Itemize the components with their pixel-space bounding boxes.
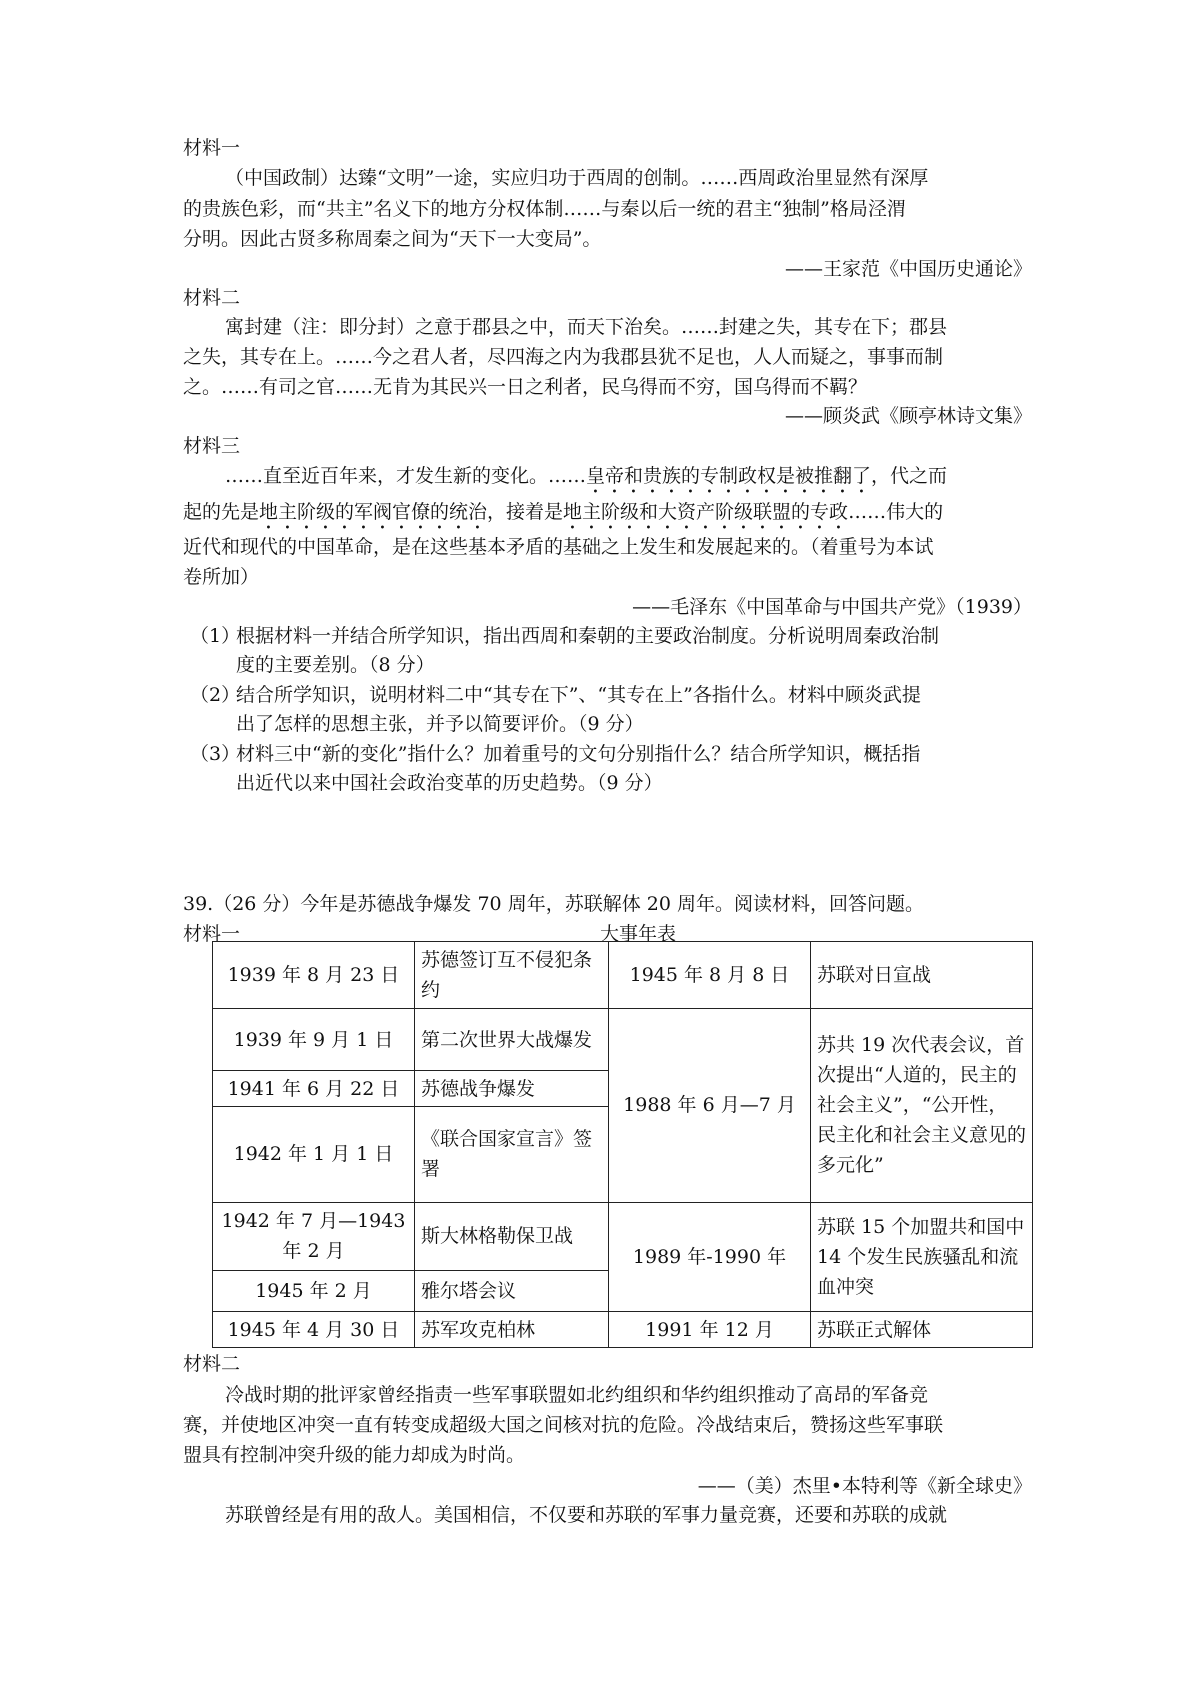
event-cell: 苏共 19 次代表会议，首次提出“人道的，民主的社会主义”，“公开性，民主化和社会主义意见的多元化” [811, 1009, 1033, 1202]
event-cell: 苏军攻克柏林 [415, 1312, 609, 1348]
material-3-text: ，代之而 [871, 465, 948, 487]
material-3-text: ……伟大的 [848, 501, 944, 523]
date-cell: 1991 年 12 月 [609, 1312, 811, 1348]
question-number: （3） [190, 743, 241, 765]
table-row [213, 1202, 1033, 1270]
table-row [213, 942, 1033, 1009]
material-2-label: 材料二 [183, 287, 241, 309]
event-cell: 苏联对日宣战 [811, 942, 1033, 1009]
event-cell: 雅尔塔会议 [415, 1270, 609, 1311]
date-cell: 1989 年-1990 年 [609, 1202, 811, 1312]
question-text: 出近代以来中国社会政治变革的历史趋势。（9 分） [236, 772, 663, 794]
material-3-text: ……直至近百年来，才发生新的变化。…… [225, 465, 587, 487]
material-3-label: 材料三 [183, 435, 241, 457]
material-1-line: （中国政制）达臻“文明”一途，实应归功于西周的创制。……西周政治里显然有深厚 [225, 167, 929, 189]
material-2-line: 之失，其专在上。……今之君人者，尽四海之内为我郡县犹不足也，人人而疑之，事事而制 [183, 346, 944, 368]
event-cell: 苏联正式解体 [811, 1312, 1033, 1348]
material-1-line: 分明。因此古贤多称周秦之间为“天下一大变局”。 [183, 228, 602, 250]
table-row [213, 1312, 1033, 1348]
date-cell: 1988 年 6 月—7 月 [609, 1009, 811, 1202]
material-2-line: 赛，并使地区冲突一直有转变成超级大国之间核对抗的危险。冷战结束后，赞扬这些军事联 [183, 1414, 944, 1436]
question-number: （2） [190, 684, 241, 706]
material-1-label: 材料一 [183, 137, 241, 159]
material-3-line [183, 498, 1033, 534]
question-text: 结合所学知识，说明材料二中“其专在下”、“其专在上”各指什么。材料中顾炎武提 [236, 684, 921, 706]
material-2-label: 材料二 [183, 1353, 241, 1375]
material-3-text: 起的先是 [183, 501, 260, 523]
event-cell: 第二次世界大战爆发 [415, 1009, 609, 1071]
material-1-source: ——王家范《中国历史通论》 [784, 258, 1032, 280]
material-2-line: 苏联曾经是有用的敌人。美国相信，不仅要和苏联的军事力量竞赛，还要和苏联的成就 [225, 1504, 948, 1526]
event-cell: 《联合国家宣言》签署 [415, 1106, 609, 1202]
question-number: （1） [190, 625, 241, 647]
material-2-line: 之。……有司之官……无肯为其民兴一日之利者，民乌得而不穷，国乌得而不羁？ [183, 376, 868, 398]
material-3-text: ，接着是 [487, 501, 564, 523]
date-cell: 1945 年 4 月 30 日 [213, 1312, 415, 1348]
emphasized-text: 皇帝和贵族的专制政权是被推翻了 [586, 465, 872, 487]
material-2-line: 冷战时期的批评家曾经指责一些军事联盟如北约组织和华约组织推动了高昂的军备竞 [225, 1384, 929, 1406]
material-2-source: ——顾炎武《顾亭林诗文集》 [784, 405, 1032, 427]
emphasized-text: 地主阶级的军阀官僚的统治 [259, 501, 488, 523]
event-cell: 苏联 15 个加盟共和国中 14 个发生民族骚乱和流血冲突 [811, 1202, 1033, 1312]
material-3-line: 卷所加） [183, 566, 260, 588]
date-cell: 1939 年 9 月 1 日 [213, 1009, 415, 1071]
material-3-line: 近代和现代的中国革命，是在这些基本矛盾的基础之上发生和发展起来的。（着重号为本试 [183, 536, 934, 558]
material-3-source: ——毛泽东《中国革命与中国共产党》（1939） [632, 596, 1032, 618]
date-cell: 1942 年 1 月 1 日 [213, 1106, 415, 1202]
material-3-line [225, 462, 947, 498]
table-title: 大事年表 [600, 923, 677, 945]
date-cell: 1945 年 2 月 [213, 1270, 415, 1311]
date-cell: 1941 年 6 月 22 日 [213, 1071, 415, 1107]
question-text: 材料三中“新的变化”指什么？加着重号的文句分别指什么？结合所学知识，概括指 [236, 743, 921, 765]
question-text: 根据材料一并结合所学知识，指出西周和秦朝的主要政治制度。分析说明周秦政治制 [236, 625, 940, 647]
table-row [213, 1009, 1033, 1071]
date-cell: 1939 年 8 月 23 日 [213, 942, 415, 1009]
material-1-label: 材料一 [183, 923, 241, 945]
emphasized-text: 地主阶级和大资产阶级联盟的专政 [563, 501, 849, 523]
date-cell: 1942 年 7 月—1943 年 2 月 [213, 1202, 415, 1270]
date-cell: 1945 年 8 月 8 日 [609, 942, 811, 1009]
material-2-source: ——（美）杰里•本特利等《新全球史》 [697, 1475, 1032, 1497]
events-table [212, 941, 1033, 1348]
event-cell: 斯大林格勒保卫战 [415, 1202, 609, 1270]
question-39-header: 39.（26 分）今年是苏德战争爆发 70 周年，苏联解体 20 周年。阅读材料，回答问题。 [183, 893, 924, 915]
material-2-line: 盟具有控制冲突升级的能力却成为时尚。 [183, 1444, 526, 1466]
question-text: 度的主要差别。（8 分） [236, 654, 435, 676]
material-1-line: 的贵族色彩，而“共主”名义下的地方分权体制……与秦以后一统的君主“独制”格局泾渭 [183, 198, 906, 220]
event-cell: 苏德战争爆发 [415, 1071, 609, 1107]
material-2-line: 寓封建（注：即分封）之意于郡县之中，而天下治矣。……封建之失，其专在下；郡县 [225, 316, 948, 338]
event-cell: 苏德签订互不侵犯条约 [415, 942, 609, 1009]
question-text: 出了怎样的思想主张，并予以简要评价。（9 分） [236, 713, 644, 735]
